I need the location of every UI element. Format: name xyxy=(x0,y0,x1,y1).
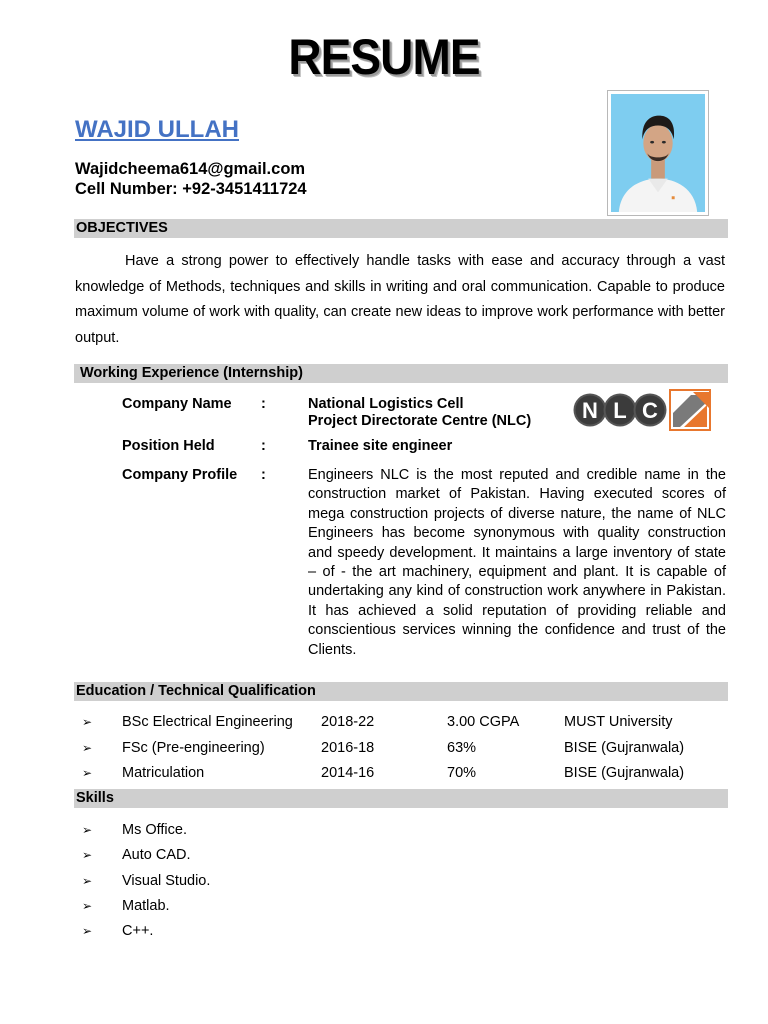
education-institute: MUST University xyxy=(564,714,673,730)
nlc-logo xyxy=(570,388,714,432)
bullet-arrow-icon: ➢ xyxy=(82,823,93,837)
education-score: 3.00 CGPA xyxy=(447,714,520,730)
education-heading: Education / Technical Qualification xyxy=(74,682,728,701)
profile-photo xyxy=(607,90,709,216)
logo-letter-c: C xyxy=(642,398,658,423)
bullet-arrow-icon: ➢ xyxy=(82,848,93,862)
company-name-label: Company Name xyxy=(122,396,232,412)
skill-item xyxy=(0,923,768,943)
education-institute: BISE (Gujranwala) xyxy=(564,765,685,781)
skill-item xyxy=(0,873,768,893)
company-profile-colon: : xyxy=(261,467,266,483)
skill-item xyxy=(0,822,768,842)
education-row xyxy=(0,740,768,760)
company-profile-label: Company Profile xyxy=(122,467,238,483)
skill-label: Auto CAD. xyxy=(122,847,191,863)
candidate-name: WAJID ULLAH xyxy=(75,116,239,143)
experience-heading: Working Experience (Internship) xyxy=(74,364,728,383)
education-degree: Matriculation xyxy=(122,765,205,781)
company-profile-text: Engineers NLC is the most reputed and credible name in the construction market of Pakistan. Having executed scores of mega construction projects of diverse nature, the name of NLC Engineers has become synonymous with quality construction and speedy development. It maintains a large inventory of state – of - the art machinery, equipment and plant. It is capable of undertaking any kind of construction work anywhere in Pakistan. It has achieved a solid reputation of providing reliable and conscientious services winning the confidence and trust of the Clients. xyxy=(308,467,726,658)
education-degree: FSc (Pre-engineering) xyxy=(122,740,265,756)
bullet-arrow-icon: ➢ xyxy=(82,924,93,938)
education-years: 2018-22 xyxy=(321,714,375,730)
skill-label: Matlab. xyxy=(122,898,170,914)
position-held-label: Position Held xyxy=(122,438,215,454)
company-name-line1: National Logistics Cell xyxy=(308,396,464,412)
bullet-arrow-icon: ➢ xyxy=(82,899,93,913)
bullet-arrow-icon: ➢ xyxy=(82,766,93,780)
education-score: 70% xyxy=(447,765,477,781)
skill-label: C++. xyxy=(122,923,154,939)
skill-item xyxy=(0,847,768,867)
bullet-arrow-icon: ➢ xyxy=(82,715,93,729)
skills-heading: Skills xyxy=(74,789,728,808)
education-institute: BISE (Gujranwala) xyxy=(564,740,685,756)
company-name-value xyxy=(308,396,531,430)
company-name-colon: : xyxy=(261,396,266,412)
logo-letter-l: L xyxy=(613,398,627,423)
education-years: 2014-16 xyxy=(321,765,375,781)
education-years: 2016-18 xyxy=(321,740,375,756)
bullet-arrow-icon: ➢ xyxy=(82,741,93,755)
email-address: Wajidcheema614@gmail.com xyxy=(75,160,306,178)
cell-number: Cell Number: +92-3451411724 xyxy=(75,180,307,198)
skill-item xyxy=(0,898,768,918)
skill-label: Visual Studio. xyxy=(122,873,211,889)
position-held-colon: : xyxy=(261,438,266,454)
education-score: 63% xyxy=(447,740,477,756)
resume-title: RESUME xyxy=(288,29,480,85)
bullet-arrow-icon: ➢ xyxy=(82,874,93,888)
education-degree: BSc Electrical Engineering xyxy=(122,714,293,730)
logo-letter-n: N xyxy=(582,398,598,423)
education-row xyxy=(0,714,768,734)
objectives-text: Have a strong power to effectively handle tasks with ease and accuracy through a vast knowledge of Methods, techniques and skills in writing and oral communication. Capable to produce maximum volume of work with quality, can create new ideas to improve work performance with better output. xyxy=(75,253,725,346)
skill-label: Ms Office. xyxy=(122,822,187,838)
company-name-line2: Project Directorate Centre (NLC) xyxy=(308,413,532,429)
education-row xyxy=(0,765,768,785)
position-held-value: Trainee site engineer xyxy=(308,438,453,454)
objectives-heading: OBJECTIVES xyxy=(74,219,728,238)
